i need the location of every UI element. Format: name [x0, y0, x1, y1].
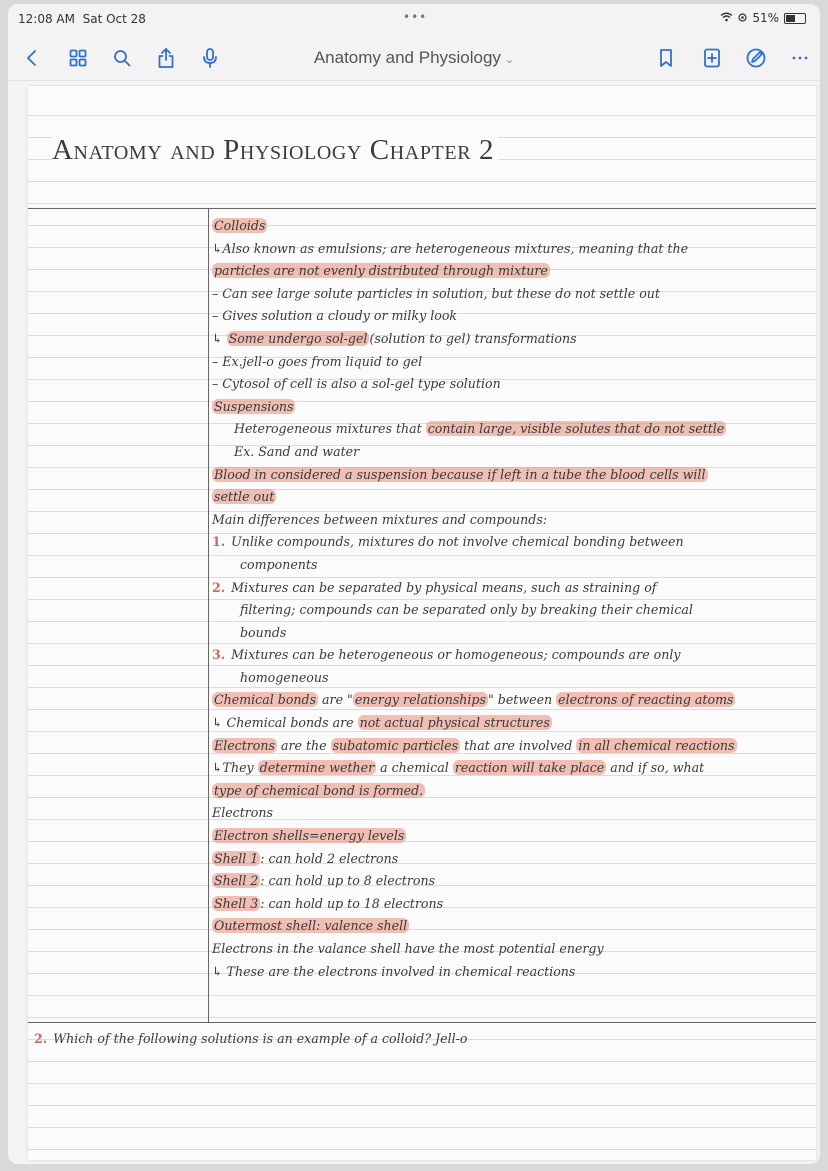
note-text: a chemical — [376, 760, 453, 776]
note-line — [212, 938, 812, 961]
note-text: bounds — [240, 624, 287, 640]
highlighted-text: in all chemical reactions — [578, 737, 735, 753]
note-line — [212, 644, 812, 667]
note-line — [212, 802, 812, 825]
highlighted-text: particles are not evenly distributed through mixture — [214, 263, 548, 279]
more-button[interactable] — [784, 42, 816, 74]
question-text: Which of the following solutions is an example of a colloid? Jell-o — [53, 1031, 468, 1046]
status-bar — [8, 4, 820, 30]
cornell-summary-rule — [28, 1022, 816, 1023]
note-text: Main differences between mixtures and compounds: — [212, 511, 548, 527]
note-line — [212, 238, 812, 261]
highlighted-text: Some undergo sol-gel — [228, 330, 368, 346]
note-text: : can hold up to 8 electrons — [260, 873, 436, 889]
note-line — [212, 351, 812, 374]
notebook-page[interactable] — [28, 86, 816, 1160]
note-text: – Ex.jell-o goes from liquid to gel — [212, 353, 423, 369]
status-time: 12:08 AM Sat Oct 28 — [18, 12, 146, 26]
note-text: components — [240, 556, 318, 572]
note-text: Electrons — [212, 805, 273, 821]
note-text: ↳ — [212, 330, 227, 346]
note-line — [212, 712, 812, 735]
note-line — [212, 893, 812, 916]
note-line — [212, 283, 812, 306]
note-text: and if so, what — [606, 760, 705, 776]
highlighted-text: Suspensions — [214, 398, 294, 414]
cornell-top-rule — [28, 208, 816, 209]
note-line — [212, 961, 812, 984]
note-text: : can hold 2 electrons — [260, 850, 399, 866]
note-text: – Can see large solute particles in solution, but these do not settle out — [212, 285, 660, 301]
chevron-down-icon: ⌄ — [504, 54, 515, 66]
add-page-button[interactable] — [696, 42, 728, 74]
note-line — [212, 667, 812, 690]
note-text: – Gives solution a cloudy or milky look — [212, 308, 458, 324]
highlighted-text: settle out — [214, 489, 275, 505]
note-text: Unlike compounds, mixtures do not involve chemical bonding between — [231, 534, 684, 550]
note-line — [212, 554, 812, 577]
note-line — [212, 464, 812, 487]
bookmark-icon — [656, 47, 676, 69]
note-line — [212, 599, 812, 622]
note-line — [212, 531, 812, 554]
highlighted-text: Blood in considered a suspension because if left in a tube the blood cells will — [214, 466, 706, 482]
note-line — [212, 260, 812, 283]
highlighted-text: Shell 2 — [214, 873, 259, 889]
note-line — [212, 305, 812, 328]
note-text: Ex. Sand and water — [234, 443, 360, 459]
note-line — [212, 418, 812, 441]
highlighted-text: not actual physical structures — [359, 715, 550, 731]
app-window — [8, 4, 820, 1164]
highlighted-text: Electrons — [214, 737, 275, 753]
note-line — [212, 328, 812, 351]
note-text: homogeneous — [240, 669, 329, 685]
highlighted-text: Shell 1 — [214, 850, 259, 866]
note-text: are " — [318, 692, 353, 708]
highlighted-text: Colloids — [214, 218, 266, 233]
note-text: Heterogeneous mixtures that — [234, 421, 426, 437]
bookmark-button[interactable] — [650, 42, 682, 74]
note-text: filtering; compounds can be separated only by breaking their chemical — [240, 602, 693, 618]
note-line — [212, 870, 812, 893]
note-text: ↳They — [212, 760, 258, 776]
note-text: ↳ These are the electrons involved in chemical reactions — [212, 963, 576, 979]
highlighted-text: contain large, visible solutes that do not settle — [427, 421, 725, 437]
highlighted-text: reaction will take place — [454, 760, 605, 776]
highlighted-text: Chemical bonds — [214, 692, 317, 708]
more-icon — [790, 48, 810, 68]
note-text: Mixtures can be heterogeneous or homogeneous; compounds are only — [231, 647, 681, 663]
note-text: " between — [487, 692, 557, 708]
note-line — [212, 848, 812, 871]
pen-icon — [745, 47, 767, 69]
list-number: 3. — [212, 647, 226, 663]
notes-area — [212, 215, 812, 983]
note-line — [212, 509, 812, 532]
multitask-dots[interactable]: ••• — [403, 10, 428, 24]
note-line — [212, 735, 812, 758]
question-number: 2. — [34, 1031, 48, 1046]
highlighted-text: determine wether — [259, 760, 375, 776]
document-title[interactable]: Anatomy and Physiology ⌄ — [313, 48, 515, 67]
battery-icon — [784, 13, 806, 24]
note-line — [212, 396, 812, 419]
note-line — [212, 577, 812, 600]
list-number: 2. — [212, 579, 226, 595]
note-line — [212, 780, 812, 803]
location-icon — [738, 11, 747, 25]
note-line — [212, 486, 812, 509]
list-number: 1. — [212, 534, 226, 550]
wifi-icon — [720, 11, 733, 25]
note-line — [212, 373, 812, 396]
note-line — [212, 825, 812, 848]
pen-tool-button[interactable] — [740, 42, 772, 74]
highlighted-text: energy relationships — [354, 692, 486, 708]
cornell-cue-column-rule — [208, 208, 209, 1023]
note-text: (solution to gel) transformations — [369, 330, 577, 346]
note-line — [212, 689, 812, 712]
highlighted-text: Outermost shell: valence shell — [214, 918, 408, 934]
summary-question — [34, 1031, 468, 1046]
status-right — [720, 11, 806, 25]
battery-percent: 51% — [752, 11, 779, 25]
note-text: Electrons in the valance shell have the most potential energy — [212, 941, 604, 956]
note-text: : can hold up to 18 electrons — [260, 895, 444, 911]
add-page-icon — [702, 47, 722, 69]
highlighted-text: type of chemical bond is formed. — [214, 782, 424, 798]
highlighted-text: Electron shells=energy levels — [214, 828, 405, 844]
note-line — [212, 441, 812, 464]
note-line — [212, 622, 812, 645]
note-text: Mixtures can be separated by physical means, such as straining of — [231, 579, 657, 595]
toolbar — [8, 36, 820, 81]
note-line — [212, 757, 812, 780]
note-text: are the — [276, 737, 331, 753]
page-title: Anatomy and Physiology Chapter 2 — [52, 134, 498, 167]
note-text: – Cytosol of cell is also a sol-gel type solution — [212, 376, 501, 392]
note-line — [212, 215, 812, 238]
note-text: ↳Also known as emulsions; are heterogeneous mixtures, meaning that the — [212, 240, 689, 256]
note-text: ↳ Chemical bonds are — [212, 715, 358, 731]
highlighted-text: electrons of reacting atoms — [558, 692, 734, 708]
note-line — [212, 915, 812, 938]
highlighted-text: subatomic particles — [332, 737, 459, 753]
highlighted-text: Shell 3 — [214, 895, 259, 911]
note-text: that are involved — [460, 737, 577, 753]
